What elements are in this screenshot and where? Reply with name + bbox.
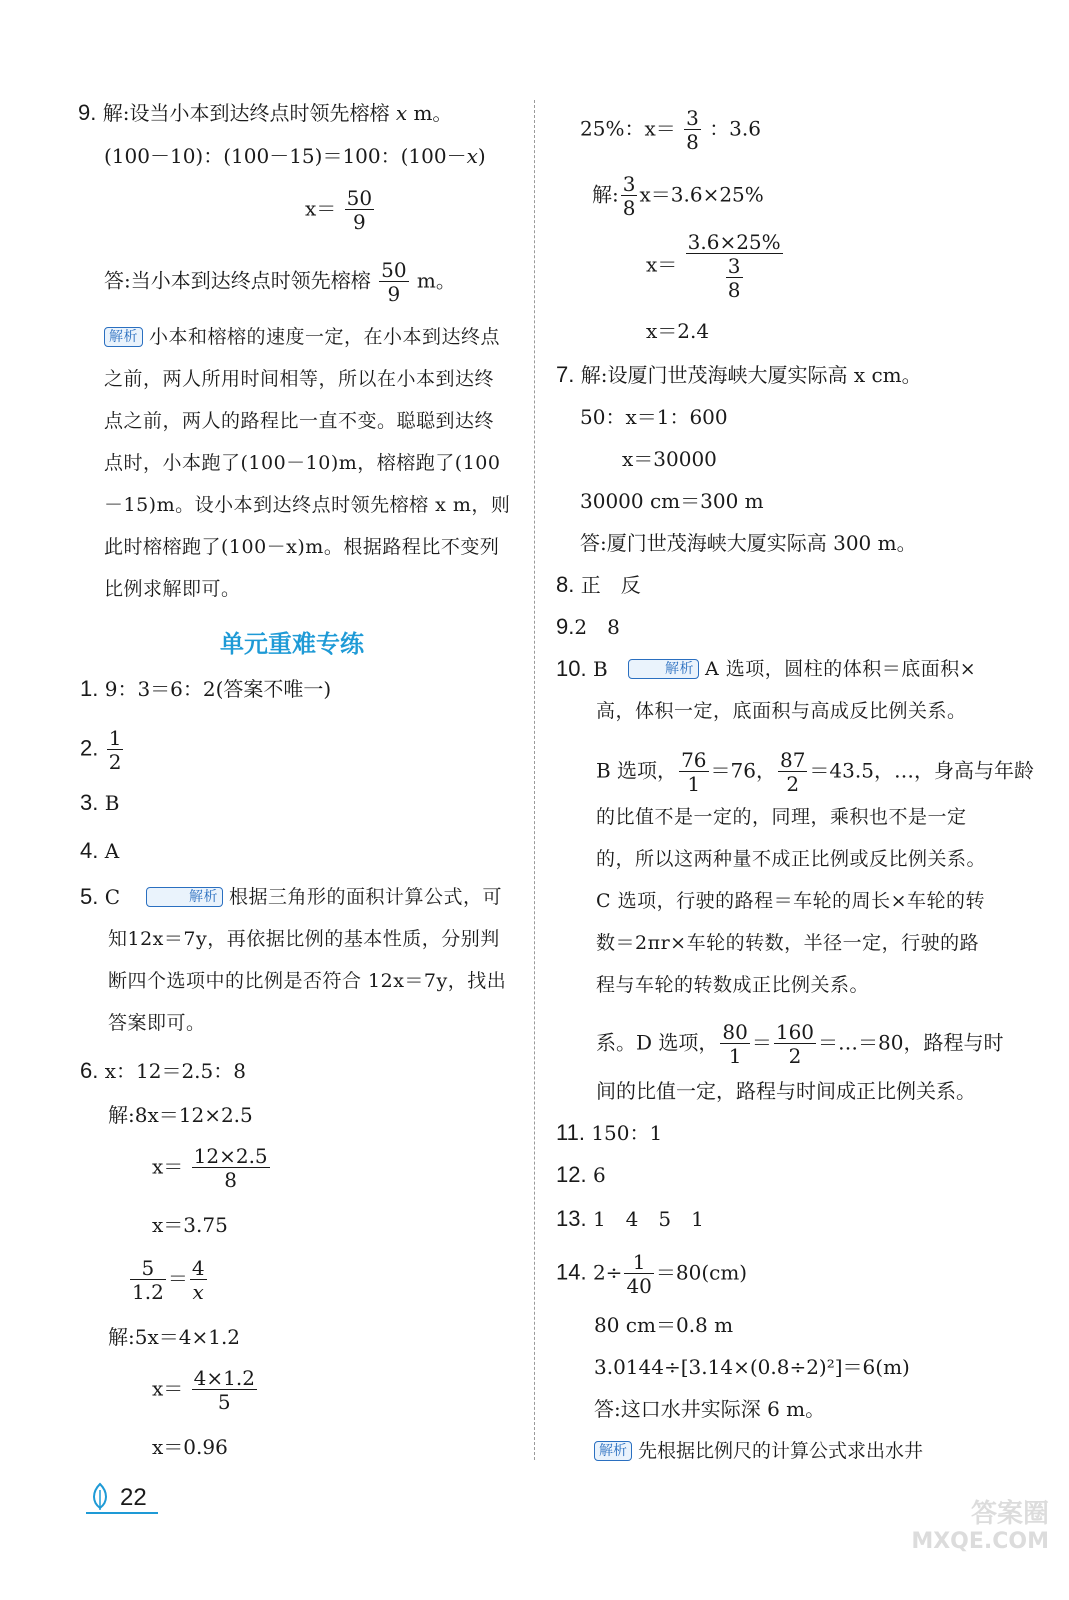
- fraction: $\frac{12\times 2.5}{8}$: [193, 1144, 268, 1192]
- q1: 1. 9：3＝6：2(答案不唯一): [80, 676, 332, 701]
- q4: 4. A: [80, 838, 120, 863]
- fraction: $\frac{87}{2}$: [779, 748, 806, 796]
- q7-line1: 7. 解:设厦门世茂海峡大厦实际高 x cm。: [556, 362, 922, 387]
- q10-para1: 解析 A 选项，圆柱的体积＝底面积×高，体积一定，底面积与高成反比例关系。: [596, 658, 977, 722]
- fraction: $\frac{3}{8}$: [686, 106, 699, 154]
- q7-line3: x＝30000: [622, 447, 717, 471]
- fraction: $\frac{160}{2}$: [775, 1020, 815, 1068]
- leaf-icon: [90, 1482, 118, 1512]
- q9r: 9.2 8: [556, 614, 620, 639]
- q2: 2. $\frac{1}{2}$: [80, 726, 122, 774]
- q14-line4: 答:这口水井实际深 6 m。: [594, 1397, 826, 1421]
- q9-answer: 答:当小本到达终点时领先榕榕 $\frac{50}{9}$ m。: [104, 258, 456, 306]
- cont-line4: x＝2.4: [646, 319, 710, 343]
- fraction: $\frac{76}{1}$: [681, 748, 707, 796]
- cont-line1: 25%：x＝ $\frac{3}{8}$ ：3.6: [580, 106, 761, 154]
- q13: 13. 1 4 5 1: [556, 1206, 704, 1231]
- analysis-badge: 解析: [594, 1441, 632, 1461]
- q9-result: x＝ $\frac{50}{9}$: [305, 186, 373, 234]
- analysis-badge: 解析: [146, 887, 223, 907]
- page-number: 22: [120, 1484, 147, 1511]
- analysis-badge: 解析: [628, 659, 699, 679]
- fraction: $\frac{1}{40}$: [626, 1250, 652, 1298]
- q5-header: 5. C: [80, 884, 121, 909]
- q8: 8. 正 反: [556, 572, 641, 597]
- q5-analysis: 解析 根据三角形的面积计算公式，可知12x＝7y，再依据比例的基本性质，分别判断四个选项中的比例是否符合 12x＝7y，找出答案即可。: [108, 886, 507, 1034]
- fraction: $\frac{3.6\times 25\%}{\frac{3}{8}}$: [687, 230, 781, 302]
- q6-line1: 6. x：12＝2.5：8: [80, 1058, 246, 1083]
- q9-header: 9. 解:设当小本到达终点时领先榕榕 x m。: [78, 100, 453, 125]
- q14-line1: 14. 2÷ $\frac{1}{40}$ ＝80(cm): [556, 1250, 748, 1298]
- q6-line6: 解:5x＝4×1.2: [108, 1325, 241, 1349]
- column-divider: [534, 100, 535, 1460]
- q6-line5: $\frac{5}{1.2}$ ＝ $\frac{4}{x}$: [132, 1256, 205, 1304]
- q14-line2: 80 cm＝0.8 m: [594, 1313, 734, 1337]
- q6-line8: x＝0.96: [152, 1435, 228, 1459]
- q7-line2: 50：x＝1：600: [580, 405, 728, 429]
- watermark: 答案圈 MXQE.COM: [911, 1499, 1049, 1554]
- q9-analysis: 解析 小本和榕榕的速度一定，在小本到达终点之前，两人所用时间相等，所以在小本到达终点之前，两人的路程比一直不变。聪聪到达终点时，小本跑了(100－10)m，榕榕跑了(100－15)m。设小本到达终点时领先榕榕 x m，则此时榕榕跑了(100－x)m。根据路程比不变列比例求解即可。: [104, 326, 511, 600]
- q10-header: 10. B: [556, 656, 608, 681]
- cont-line2: 解: $\frac{3}{8}$ x＝3.6×25%: [592, 172, 764, 220]
- fraction: $\frac{3}{8}$: [727, 254, 741, 302]
- q10-para4: 系。D 选项， $\frac{80}{1}$ ＝ $\frac{160}{2}$ ＝…＝80，路程与时: [596, 1020, 1004, 1068]
- fraction: $\frac{3}{8}$: [622, 172, 636, 220]
- q14-analysis: 解析 先根据比例尺的计算公式求出水井: [594, 1438, 923, 1464]
- q10-para5: 间的比值一定，路程与时间成正比例关系。: [596, 1079, 976, 1103]
- fraction: $\frac{50}{9}$: [346, 186, 373, 234]
- fraction: $\frac{4\times 1.2}{5}$: [193, 1366, 255, 1414]
- q12: 12. 6: [556, 1162, 606, 1187]
- analysis-badge: 解析: [104, 327, 143, 347]
- q7-line4: 30000 cm＝300 m: [580, 489, 764, 513]
- footer-underline: [86, 1512, 158, 1514]
- section-title: 单元重难专练: [220, 630, 364, 658]
- fraction: $\frac{50}{9}$: [381, 258, 407, 306]
- q10-para2: B 选项， $\frac{76}{1}$ ＝76， $\frac{87}{2}$ ＝43.5，…，身高与年龄: [596, 748, 1034, 796]
- q11: 11. 150：1: [556, 1120, 663, 1145]
- q6-line2: 解:8x＝12×2.5: [108, 1103, 253, 1127]
- q6-line7: x＝ $\frac{4\times 1.2}{5}$: [152, 1366, 255, 1414]
- fraction: $\frac{80}{1}$: [722, 1020, 748, 1068]
- cont-line3: x＝ $\frac{3.6\times 25\%}{\frac{3}{8}}$: [646, 230, 781, 302]
- q14-line3: 3.0144÷[3.14×(0.8÷2)²]＝6(m): [594, 1355, 910, 1379]
- q6-line3: x＝ $\frac{12\times 2.5}{8}$: [152, 1144, 268, 1192]
- q7-line5: 答:厦门世茂海峡大厦实际高 300 m。: [580, 531, 917, 555]
- q9-equation: (100－10)：(100－15)＝100：(100－x): [104, 144, 486, 168]
- q3: 3. B: [80, 790, 120, 815]
- q6-line4: x＝3.75: [152, 1213, 228, 1237]
- q10-para3: 的比值不是一定的，同理，乘积也不是一定的，所以这两种量不成正比例或反比例关系。C 选项，行驶的路程＝车轮的周长×车轮的转数＝2πr×车轮的转数，半径一定，行驶的路程与车轮的转数成正比例关系。: [596, 806, 987, 996]
- fraction: $\frac{5}{1.2}$: [132, 1256, 164, 1304]
- fraction: $\frac{1}{2}$: [108, 726, 122, 774]
- fraction: $\frac{4}{x}$: [191, 1256, 205, 1304]
